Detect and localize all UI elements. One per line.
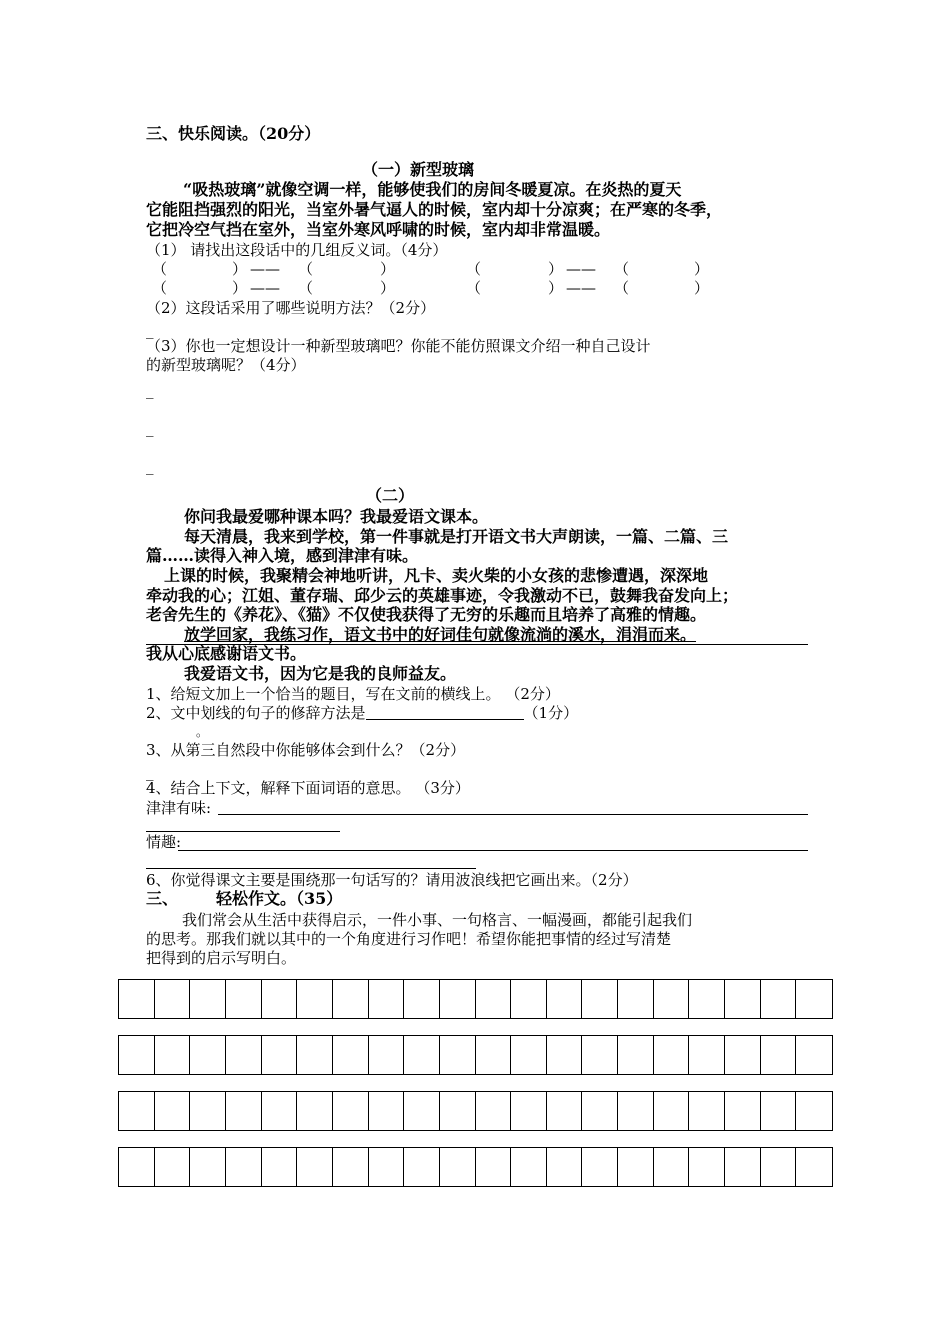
writing-grid-cell[interactable] <box>404 1148 440 1186</box>
writing-grid-cell[interactable] <box>369 1092 405 1130</box>
writing-grid-cell[interactable] <box>511 1036 547 1074</box>
writing-grid-cell[interactable] <box>119 1092 155 1130</box>
writing-grid-cell[interactable] <box>190 1148 226 1186</box>
writing-grid-cell[interactable] <box>511 1148 547 1186</box>
writing-grid-cell[interactable] <box>369 1036 405 1074</box>
answer-line[interactable] <box>146 868 476 869</box>
writing-grid-cell[interactable] <box>761 980 797 1018</box>
writing-grid-cell[interactable] <box>333 1092 369 1130</box>
p2-question-4: 4、结合上下文，解释下面词语的意思。 （3分） <box>146 779 470 797</box>
writing-grid-cell[interactable] <box>761 1092 797 1130</box>
writing-grid-cell[interactable] <box>618 1148 654 1186</box>
writing-grid-cell[interactable] <box>689 980 725 1018</box>
writing-grid-cell[interactable] <box>369 980 405 1018</box>
writing-grid-cell[interactable] <box>119 980 155 1018</box>
composition-prompt-line: 我们常会从生活中获得启示，一件小事、一句格言、一幅漫画，都能引起我们 <box>182 911 693 929</box>
composition-heading: 轻松作文。（35） <box>216 889 343 908</box>
writing-grid-cell[interactable] <box>333 1148 369 1186</box>
writing-grid-cell[interactable] <box>226 1092 262 1130</box>
passage2-underlined-line: 放学回家，我练习作，语文书中的好词佳句就像流淌的溪水，涓涓而来。 <box>184 625 697 644</box>
writing-grid-cell[interactable] <box>297 980 333 1018</box>
antonym-close: ） <box>232 260 248 278</box>
writing-grid-cell[interactable] <box>618 980 654 1018</box>
section-heading: 三、快乐阅读。（20分） <box>146 124 321 143</box>
writing-grid-cell[interactable] <box>582 1092 618 1130</box>
question-1: （1） 请找出这段话中的几组反义词。（4分） <box>146 241 448 259</box>
writing-grid-cell[interactable] <box>119 1148 155 1186</box>
writing-grid-cell[interactable] <box>725 1036 761 1074</box>
passage2-line: 你问我最爱哪种课本吗？我最爱语文课本。 <box>184 507 489 526</box>
writing-grid-cell[interactable] <box>618 1092 654 1130</box>
writing-grid-cell[interactable] <box>689 1036 725 1074</box>
antonym-open: （ <box>466 260 482 278</box>
antonym-close: ） <box>232 279 248 297</box>
question-3-cont: 的新型玻璃呢？（4分） <box>146 356 306 374</box>
passage2-line: 上课的时候，我聚精会神地听讲，凡卡、卖火柴的小女孩的悲惨遭遇，深深地 <box>164 566 709 585</box>
answer-marker: _ <box>146 381 154 399</box>
p2-question-2 <box>146 703 578 723</box>
composition-prompt-line: 的思考。那我们就以其中的一个角度进行习作吧！希望你能把事情的经过写清楚 <box>146 930 672 948</box>
writing-grid-cell[interactable] <box>725 1092 761 1130</box>
antonym-open: （ <box>298 260 314 278</box>
writing-grid-cell[interactable] <box>547 980 583 1018</box>
writing-grid-cell[interactable] <box>547 1036 583 1074</box>
passage2-title: （二） <box>366 486 415 505</box>
antonym-open: （ <box>152 260 168 278</box>
writing-grid-row[interactable] <box>118 1091 833 1131</box>
writing-grid-cell[interactable] <box>547 1092 583 1130</box>
antonym-open: （ <box>614 260 630 278</box>
answer-blank[interactable] <box>366 704 524 720</box>
writing-grid-cell[interactable] <box>689 1092 725 1130</box>
writing-grid-cell[interactable] <box>190 980 226 1018</box>
writing-grid-row[interactable] <box>118 1147 833 1187</box>
writing-grid-cell[interactable] <box>333 980 369 1018</box>
answer-marker: _ <box>146 763 154 781</box>
writing-grid-cell[interactable] <box>440 1036 476 1074</box>
writing-grid-cell[interactable] <box>226 980 262 1018</box>
answer-marker: _ <box>146 321 154 339</box>
writing-grid-cell[interactable] <box>476 1092 512 1130</box>
writing-grid-cell[interactable] <box>582 980 618 1018</box>
p2-question-3: 3、从第三自然段中你能够体会到什么？（2分） <box>146 741 466 759</box>
antonym-open: （ <box>466 279 482 297</box>
writing-grid-cell[interactable] <box>440 1148 476 1186</box>
writing-grid-cell[interactable] <box>654 980 690 1018</box>
dot-mark: 。 <box>196 725 209 739</box>
question-3: （3）你也一定想设计一种新型玻璃吧？你能不能仿照课文介绍一种自己设计 <box>146 337 651 355</box>
writing-grid-cell[interactable] <box>796 1148 832 1186</box>
writing-grid-cell[interactable] <box>440 980 476 1018</box>
writing-grid-cell[interactable] <box>654 1092 690 1130</box>
antonym-dash: —— <box>250 260 280 278</box>
writing-grid-cell[interactable] <box>476 1148 512 1186</box>
writing-grid-cell[interactable] <box>155 1148 191 1186</box>
writing-grid-cell[interactable] <box>654 1036 690 1074</box>
passage1-title: （一）新型玻璃 <box>362 160 475 179</box>
writing-grid-cell[interactable] <box>511 1092 547 1130</box>
writing-grid-cell[interactable] <box>796 980 832 1018</box>
underline-rule <box>146 644 808 645</box>
antonym-dash: —— <box>566 279 596 297</box>
answer-line[interactable] <box>218 814 808 815</box>
word-津津有味: 津津有味: <box>146 799 212 817</box>
writing-grid-cell[interactable] <box>618 1036 654 1074</box>
answer-marker: _ <box>146 457 154 475</box>
composition-heading-num: 三、 <box>146 889 179 908</box>
antonym-close: ） <box>380 260 396 278</box>
answer-line[interactable] <box>178 850 808 851</box>
passage2-line: 篇……读得入神入境，感到津津有味。 <box>146 546 419 565</box>
passage1-line: 它能阻挡强烈的阳光，当室外暑气逼人的时候，室内却十分凉爽；在严寒的冬季， <box>146 200 723 219</box>
writing-grid-cell[interactable] <box>725 980 761 1018</box>
writing-grid-cell[interactable] <box>404 1036 440 1074</box>
antonym-close: ） <box>380 279 396 297</box>
writing-grid-cell[interactable] <box>155 980 191 1018</box>
composition-prompt-line: 把得到的启示写明白。 <box>146 949 297 967</box>
writing-grid-cell[interactable] <box>262 1092 298 1130</box>
writing-grid-cell[interactable] <box>796 1092 832 1130</box>
writing-grid-cell[interactable] <box>761 1148 797 1186</box>
writing-grid-cell[interactable] <box>476 1036 512 1074</box>
writing-grid-cell[interactable] <box>761 1036 797 1074</box>
p2-question-2-suffix: （1分） <box>523 704 579 722</box>
answer-marker: _ <box>146 419 154 437</box>
question-2: （2）这段话采用了哪些说明方法？（2分） <box>146 299 436 317</box>
writing-grid-cell[interactable] <box>582 1148 618 1186</box>
passage2-line: 我从心底感谢语文书。 <box>146 644 307 663</box>
writing-grid-cell[interactable] <box>725 1148 761 1186</box>
writing-grid-cell[interactable] <box>511 980 547 1018</box>
writing-grid-cell[interactable] <box>582 1036 618 1074</box>
p2-question-2-prefix: 2、文中划线的句子的修辞方法是 <box>146 704 366 722</box>
writing-grid-cell[interactable] <box>547 1148 583 1186</box>
antonym-close: ） <box>694 279 710 297</box>
passage1-line: “吸热玻璃”就像空调一样，能够使我们的房间冬暖夏凉。在炎热的夏天 <box>183 180 682 199</box>
passage2-line: 老舍先生的《养花》、《猫》不仅使我获得了无穷的乐趣而且培养了高雅的情趣。 <box>146 605 707 624</box>
writing-grid-cell[interactable] <box>297 1092 333 1130</box>
writing-grid-cell[interactable] <box>689 1148 725 1186</box>
writing-grid-cell[interactable] <box>190 1036 226 1074</box>
writing-grid-cell[interactable] <box>404 1092 440 1130</box>
antonym-close: ） <box>548 279 564 297</box>
writing-grid-cell[interactable] <box>333 1036 369 1074</box>
writing-grid-cell[interactable] <box>440 1092 476 1130</box>
writing-grid-cell[interactable] <box>654 1148 690 1186</box>
writing-grid-cell[interactable] <box>226 1036 262 1074</box>
writing-grid-cell[interactable] <box>369 1148 405 1186</box>
passage2-line: 牵动我的心；江姐、董存瑞、邱少云的英雄事迹，令我激动不已，鼓舞我奋发向上； <box>146 586 739 605</box>
writing-grid-cell[interactable] <box>297 1148 333 1186</box>
antonym-dash: —— <box>566 260 596 278</box>
passage2-line: 我爱语文书，因为它是我的良师益友。 <box>184 664 457 683</box>
writing-grid-row[interactable] <box>118 979 833 1019</box>
writing-grid-cell[interactable] <box>262 1148 298 1186</box>
writing-grid-cell[interactable] <box>155 1092 191 1130</box>
p2-question-1: 1、给短文加上一个恰当的题目，写在文前的横线上。 （2分） <box>146 685 560 703</box>
p2-question-6: 6、你觉得课文主要是围绕那一句话写的？请用波浪线把它画出来。（2分） <box>146 871 638 889</box>
writing-grid-cell[interactable] <box>297 1036 333 1074</box>
writing-grid-cell[interactable] <box>796 1036 832 1074</box>
writing-grid-cell[interactable] <box>262 1036 298 1074</box>
writing-grid-cell[interactable] <box>119 1036 155 1074</box>
writing-grid-cell[interactable] <box>476 980 512 1018</box>
passage1-line: 它把冷空气挡在室外，当室外寒风呼啸的时候，室内却非常温暖。 <box>146 220 611 239</box>
writing-grid-cell[interactable] <box>262 980 298 1018</box>
writing-grid-cell[interactable] <box>226 1148 262 1186</box>
writing-grid-cell[interactable] <box>155 1036 191 1074</box>
word-情趣: 情趣: <box>146 833 182 851</box>
antonym-dash: —— <box>250 279 280 297</box>
writing-grid-cell[interactable] <box>190 1092 226 1130</box>
writing-grid-cell[interactable] <box>404 980 440 1018</box>
antonym-open: （ <box>298 279 314 297</box>
antonym-open: （ <box>614 279 630 297</box>
antonym-close: ） <box>548 260 564 278</box>
antonym-close: ） <box>694 260 710 278</box>
passage2-line: 每天清晨，我来到学校，第一件事就是打开语文书大声朗读，一篇、二篇、三 <box>184 527 729 546</box>
antonym-open: （ <box>152 279 168 297</box>
writing-grid-row[interactable] <box>118 1035 833 1075</box>
